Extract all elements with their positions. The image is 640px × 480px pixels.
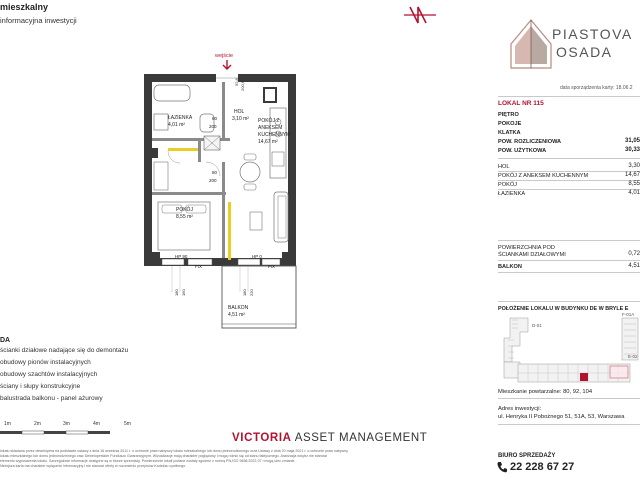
pokoj-aneks-line3: KUCHENNYM [258, 132, 291, 138]
sciankami-label-line2: ŚCIANKAMI DZIAŁOWYMI [498, 252, 566, 258]
location-title: POŁOŻENIE LOKALU W BUDYNKU DE W BRYLE E [498, 306, 629, 312]
pow-rozliczeniowa-value: 31,05 [624, 138, 640, 144]
divider [498, 171, 640, 172]
dim-bottom-3: 180 [242, 289, 247, 296]
room-value: 14,67 [624, 172, 640, 178]
victoria-brand [232, 432, 427, 444]
balkon-plan-area: 4,51 m² [228, 312, 245, 318]
legend-item: obudowy pionów instalacyjnych [0, 359, 91, 366]
disclaimer-line: elementu wyposażenia lokalu. Szczegółowe informacje dostępne są w biurze sprzedaży. Powierzchnie lokali podane zostały zgodnie z normą PN-ISO 9836:2022-07 i mogą ulec zmianie. [0, 459, 296, 463]
header-title: mieszkalny [0, 2, 49, 12]
balkon-value: 4,51 [628, 263, 640, 269]
dim-bottom-1: 180 [174, 289, 179, 296]
card-date: data sporządzenia karty: 18.06.2 [560, 85, 633, 91]
dim-bottom-4: 220 [249, 289, 254, 296]
door-dim-80: 80 [212, 116, 218, 121]
door-dim-200b: 200 [209, 178, 217, 183]
scale-tick: 1m [4, 421, 11, 427]
sciankami-label-line1: POWIERZCHNIA POD [498, 245, 555, 251]
window-fix-1: FIX [195, 264, 203, 269]
window-hp0: HP 0 [252, 254, 262, 259]
divider [498, 398, 640, 399]
pokoje-label: POKOJE [498, 121, 522, 127]
room-label: HOL [498, 164, 510, 170]
disclaimer [0, 449, 450, 469]
divider [498, 272, 640, 273]
divider [498, 158, 640, 159]
pokoj-aneks-line1: POKÓJ Z [258, 118, 280, 124]
sales-office-label: BIURO SPRZEDAŻY [498, 453, 556, 459]
legend-item: balustrada balkonu - panel ażurowy [0, 395, 103, 402]
logo-text-line1: PIASTOVA [552, 26, 633, 42]
logo-text-line2: OSADA [556, 44, 613, 60]
disclaimer-line: lokalu mieszkalnego lub domu jednorodzinnego oraz Deweloperskim Funduszu Gwarancyjnym. Wizualizacje mają charakter poglądowy i mogą różnić się od stanu faktycznego. Aranżacja wnętrz nie stanowi [0, 454, 327, 458]
scale-tick: 2m [34, 421, 41, 427]
repeat-apartments: Mieszkanie powtarzalne: 80, 92, 104 [498, 389, 593, 395]
header-subtitle: informacyjna inwestycji [0, 16, 77, 25]
entrance-label: wejście [215, 53, 234, 59]
disclaimer-line: Niniejsza karta ma charakter wyłącznie informacyjny i nie stanowi oferty w rozumieniu przepisów Kodeksu cywilnego. [0, 464, 187, 468]
north-arrow-icon [400, 4, 440, 26]
divider [498, 301, 640, 302]
balkon-plan-label: BALKON [228, 305, 249, 311]
divider [498, 96, 640, 97]
pow-uzytkowa-label: POW. UŻYTKOWA [498, 148, 547, 154]
lazienka-area: 4,01 m² [168, 122, 185, 128]
divider [498, 180, 640, 181]
pow-uzytkowa-value: 30,33 [624, 147, 640, 153]
pokoj-aneks-line2: ANEKSEM [258, 125, 283, 131]
brand-victoria: VICTORIA [232, 432, 292, 444]
legend-item: ścianki działowe nadające się do demontażu [0, 347, 129, 354]
scale-tick: 5m [124, 421, 131, 427]
pokoj-aneks-area: 14,67 m² [258, 139, 278, 145]
pokoj-area: 8,55 m² [176, 214, 193, 220]
room-label: ŁAZIENKA [498, 191, 526, 197]
dim-bottom-2: 160 [181, 289, 186, 296]
piastova-logo-icon [505, 12, 640, 72]
dim-top-1: 92,8 [234, 78, 239, 86]
pow-rozliczeniowa-label: POW. ROZLICZENIOWA [498, 139, 562, 145]
divider [498, 424, 640, 425]
balkon-label: BALKON [498, 264, 522, 270]
lokal-number: LOKAL NR 115 [498, 100, 544, 107]
room-value: 8,55 [628, 181, 640, 187]
legend-header: DA [0, 337, 11, 344]
door-dim-80b: 80 [212, 170, 218, 175]
window-hp90: HP 90 [175, 254, 188, 259]
address-label: Adres inwestycji: [498, 406, 542, 412]
disclaimer-line: lokalu składana przez dewelopera na podstawie ustawy z dnia 16 września 2011 r. o ochronie praw nabywcy lokalu mieszkalnego lub domu jednorodzinnego oraz Ustawy z dnia 20 maja 2021 r. o ochronie praw nabywcy [0, 449, 348, 453]
door-dim-200: 200 [209, 124, 217, 129]
lazienka-label: ŁAZIENKA [168, 115, 193, 121]
floor-plan [128, 52, 368, 332]
hol-area: 3,10 m² [232, 116, 249, 122]
scale-tick: 4m [93, 421, 100, 427]
room-label: POKÓJ Z ANEKSEM KUCHENNYM [498, 173, 589, 179]
location-label-d: D-01 [532, 323, 542, 328]
room-value: 3,30 [628, 163, 640, 169]
divider [498, 260, 640, 261]
room-value: 4,01 [628, 190, 640, 196]
location-map [498, 316, 640, 386]
divider [498, 240, 640, 241]
window-fix-2: FIX [268, 264, 276, 269]
legend-item: obudowy szachtów instalacyjnych [0, 371, 98, 378]
address-value: ul. Henryka II Pobożnego 51, 51A, 53, Warszawa [498, 414, 625, 420]
klatka-label: KLATKA [498, 130, 521, 136]
sciankami-value: 0,72 [628, 251, 640, 257]
location-label-f: F-01A [622, 312, 635, 317]
dim-top-2: 200,6 [240, 80, 245, 91]
scale-tick: 3m [63, 421, 70, 427]
location-label-e: E-02 [628, 354, 638, 359]
room-label: POKÓJ [498, 182, 517, 188]
hol-label: HOL [234, 109, 245, 115]
phone-icon [497, 461, 507, 473]
brand-asset-management: ASSET MANAGEMENT [294, 432, 428, 444]
pokoj-label: POKÓJ [176, 207, 193, 213]
legend-item: ściany i słupy konstrukcyjne [0, 383, 81, 390]
divider [498, 189, 640, 190]
pietro-label: PIĘTRO [498, 112, 519, 118]
sales-phone[interactable]: 22 228 67 27 [510, 461, 575, 473]
